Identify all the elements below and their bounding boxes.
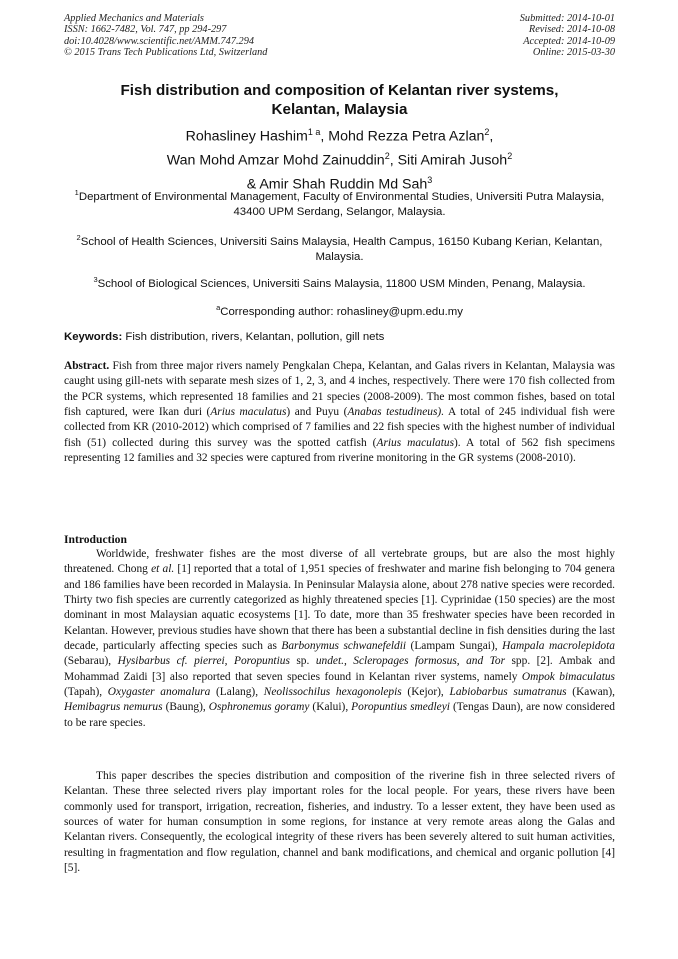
species-name: Arius maculatus <box>376 436 454 449</box>
paragraph-text: (Kawan), <box>566 686 615 699</box>
author-name: Rohasliney Hashim <box>185 128 308 145</box>
paragraph-text: sp. <box>289 655 316 668</box>
author-separator: , <box>320 128 329 145</box>
paragraph-text: Worldwide, freshwater fishes are the most diverse of all vertebrate groups, but are also the most highly threatened. Chong <box>64 548 615 576</box>
species-name: Osphronemus goramy <box>208 701 310 714</box>
title-line-2: Kelantan, Malaysia <box>271 101 408 118</box>
journal-header-left <box>64 13 267 59</box>
affiliation-text: Department of Environmental Management, Faculty of Environmental Studies, Universiti Putra Malaysia, 43400 UPM Serdang, Selangor, Malaysia. <box>78 190 605 219</box>
author-line-1 <box>64 123 615 147</box>
keywords-label: Keywords: <box>64 331 123 343</box>
revised-date: Revised: 2014-10-08 <box>528 24 615 36</box>
affiliation-2 <box>64 230 615 266</box>
affiliation-mark: 3 <box>93 275 98 284</box>
submitted-date: Submitted: 2014-10-01 <box>519 13 615 24</box>
title-line-1: Fish distribution and composition of Kelantan river systems, <box>120 82 559 99</box>
corresponding-text: Corresponding author: rohasliney@upm.edu.my <box>220 305 463 318</box>
online-date: Online: 2015-03-30 <box>532 47 615 59</box>
paragraph <box>64 547 615 731</box>
keywords <box>64 330 615 344</box>
author-separator: , <box>389 152 398 169</box>
species-name: Labiobarbus sumatranus <box>449 686 567 699</box>
paragraph-text: [1] reported that a total of 1,951 species of freshwater and marine fish belonging to 704 genera and 186 families have been recorded in Malaysia. In Peninsular Malaysia alone, about 278 native species were recorded. Thirty two fish species are currently categorized as highly threatened species [1]. Cyprinidae (150 species) are the most dominant in most Malaysian aquatic ecosystems [1]. To date, more than 35 freshwater species have been recorded in Kelantan. However, previous studies have shown that there has been a substantial decline in fish densities during the last decade, particularly affecting species such as <box>64 563 615 653</box>
species-name: Hemibagrus nemurus <box>64 701 163 714</box>
species-name: Ompok bimaculatus <box>521 670 615 683</box>
corresponding-mark: a <box>216 303 221 312</box>
author-affiliation-mark: 2 <box>507 151 513 162</box>
abstract-label: Abstract. <box>64 360 110 372</box>
paragraph-text: (Kalui), <box>309 701 352 714</box>
affiliation-mark: 1 <box>74 188 79 197</box>
paragraph-text: (Kejor), <box>401 686 450 699</box>
author-affiliation-mark: 1 a <box>307 127 321 137</box>
species-name: Arius maculatus <box>210 406 287 419</box>
species-name: Oxygaster anomalura <box>107 686 211 699</box>
introduction-paragraph-1 <box>64 547 615 731</box>
author-name: Mohd Rezza Petra Azlan <box>328 128 485 145</box>
accepted-date: Accepted: 2014-10-09 <box>523 35 615 47</box>
abstract <box>64 359 615 466</box>
author-line-2 <box>64 147 615 171</box>
affiliation-text: School of Health Sciences, Universiti Sains Malaysia, Health Campus, 16150 Kubang Kerian, Kelantan, Malaysia. <box>80 235 603 264</box>
author-affiliation-mark: 2 <box>384 151 390 162</box>
author-name: Wan Mohd Amzar Mohd Zainuddin <box>166 152 385 169</box>
abstract-text: ) and Puyu ( <box>286 406 348 419</box>
paragraph-text: (Tapah), <box>64 686 108 699</box>
species-name: Barbonymus schwanefeldii <box>281 640 407 653</box>
author-name: Amir Shah Ruddin Md Sah <box>259 176 428 193</box>
paragraph-text: (Lalang), <box>210 686 264 699</box>
italic-text: et al. <box>151 563 175 576</box>
species-name: Neolissochilus hexagonolepis <box>263 686 402 699</box>
corresponding-author <box>64 300 615 320</box>
copyright-line: © 2015 Trans Tech Publications Ltd, Switzerland <box>64 47 268 59</box>
journal-name: Applied Mechanics and Materials <box>64 13 204 24</box>
paper-title <box>64 81 615 119</box>
species-name: Anabas testudineus). <box>347 406 445 419</box>
species-name: undet., Scleropages formosus, and Tor <box>315 655 506 668</box>
keywords-text: Fish distribution, rivers, Kelantan, pollution, gill nets <box>122 331 385 343</box>
author-prefix: & <box>246 176 260 193</box>
affiliation-text: School of Biological Sciences, Universiti Sains Malaysia, 11800 USM Minden, Penang, Malaysia. <box>97 277 586 290</box>
paragraph: This paper describes the species distribution and composition of the riverine fish in three selected rivers of Kelantan. These three selected rivers play important roles for the local people. For years, these rivers have been commonly used for transport, irrigation, recreation, fisheries, and industry. To a lesser extent, they have been used as sources of water for human consumption in some regions, for instance at very remote areas along the Galas and Kelantan rivers. Consequently, the ecological integrity of these rivers has been severely altered to suit human activities, resulting in fragmentation and flow regulation, channel and bank modifications, and chemical and organic pollution [4] [5]. <box>64 770 615 875</box>
author-affiliation-mark: 2 <box>484 127 490 137</box>
introduction-heading: Introduction <box>64 533 127 546</box>
author-name: Siti Amirah Jusoh <box>397 152 508 169</box>
abstract-text: Fish from three major rivers namely Pengkalan Chepa, Kelantan, and Galas rivers in Kelantan, Malaysia was caught using gill-nets with separate mesh sizes of 1, 2, 3, and 4 inches, respectively. There were 170 fish collected from the PCR systems, which represented 18 families and 21 species (2008-2009). The most common fishes, based on total fish captured, were Ikan duri ( <box>64 360 615 419</box>
author-affiliation-mark: 3 <box>427 175 433 186</box>
introduction-paragraph-2 <box>64 769 615 876</box>
affiliation-mark: 2 <box>76 233 81 242</box>
author-separator: , <box>489 128 494 145</box>
paragraph-text: spp. [2]. Ambak and Mohammad Zaidi [3] also reported that seven species found in Kelantan river systems, namely <box>64 655 616 683</box>
journal-header-right <box>520 13 615 59</box>
paragraph-text: (Lampam Sungai), <box>406 640 503 653</box>
affiliation-3 <box>64 272 615 292</box>
abstract-text: ). A total of 562 fish specimens representing 12 families and 32 species were captured from riverine monitoring in the GR systems (2008-2010). <box>64 436 615 465</box>
paragraph-text: (Baung), <box>162 701 209 714</box>
species-name: Hampala macrolepidota <box>502 640 615 653</box>
doi-line: doi:10.4028/www.scientific.net/AMM.747.294 <box>64 35 254 47</box>
species-name: Hysibarbus cf. pierrei, Poropuntius <box>117 655 290 668</box>
affiliation-1 <box>64 185 615 221</box>
paragraph-text: (Sebarau), <box>64 655 118 668</box>
issn-line: ISSN: 1662-7482, Vol. 747, pp 294-297 <box>64 24 227 36</box>
paragraph-text: (Tengas Daun), are now considered to be rare species. <box>64 701 616 729</box>
species-name: Poropuntius smedleyi <box>351 701 450 714</box>
abstract-text: A total of 245 individual fish were collected from KR (2010-2012) which comprised of 7 families and 22 fish species with the highest number of individual fish (51) collected during this survey was the spotted catfish ( <box>64 406 615 449</box>
